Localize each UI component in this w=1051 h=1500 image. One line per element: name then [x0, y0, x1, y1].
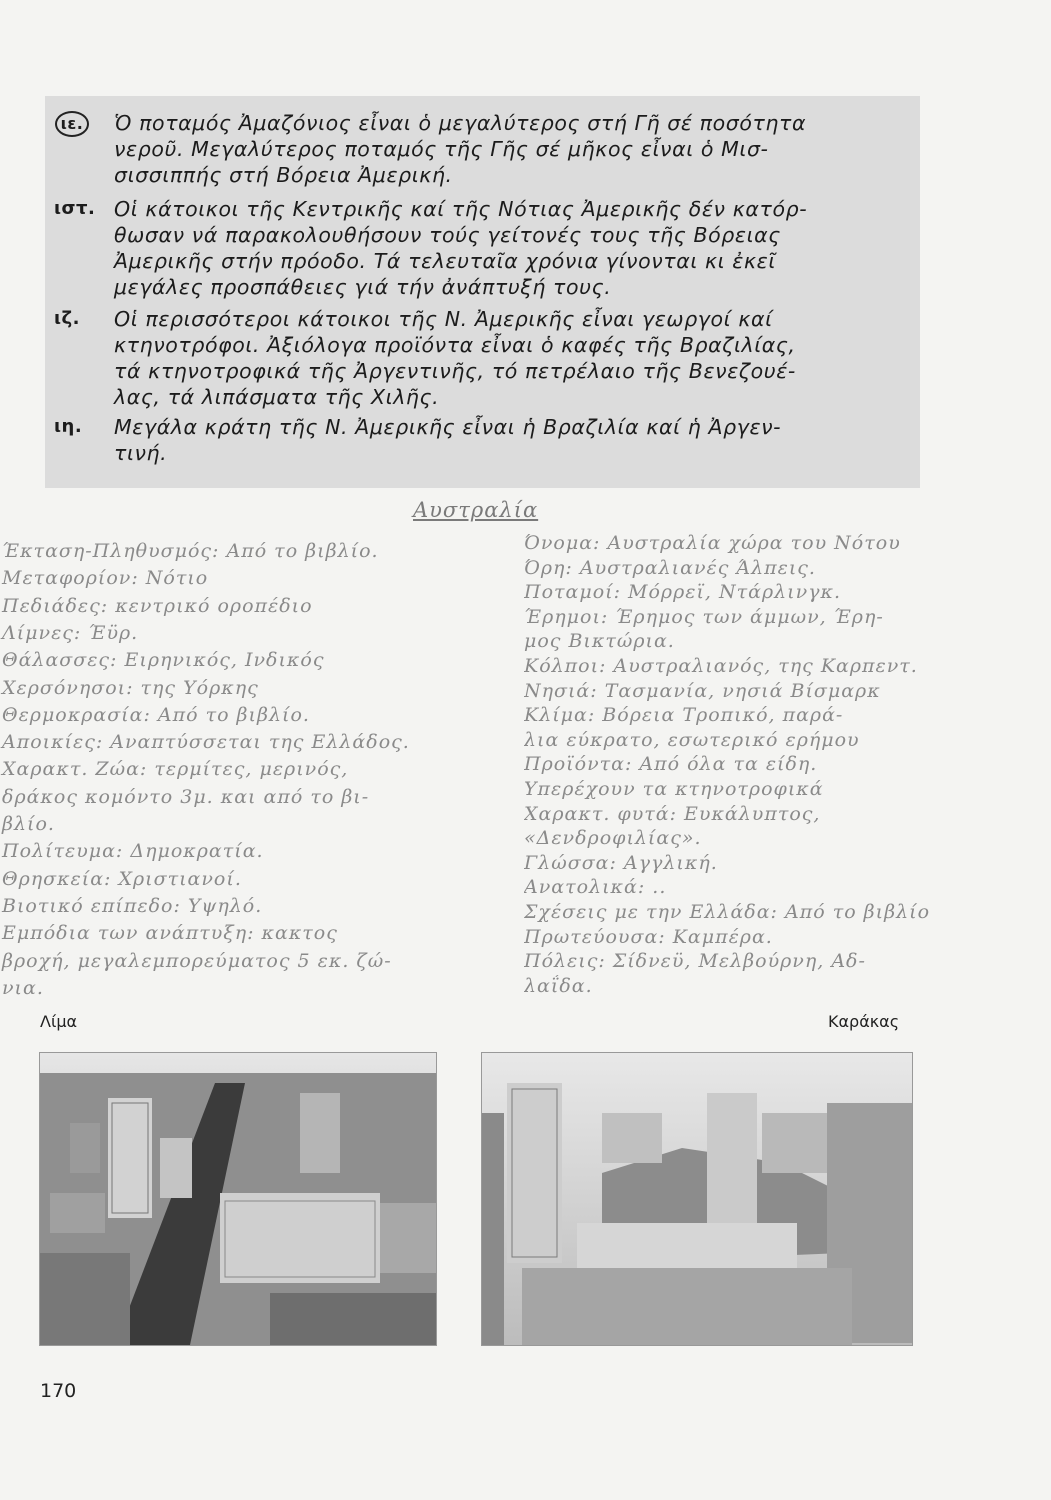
handwritten-line: Κόλποι: Αυστραλιανός, της Καρπεντ. — [524, 655, 918, 677]
paragraph-number: ιη. — [54, 416, 83, 437]
paragraph-number: ιζ. — [54, 308, 80, 329]
handwritten-line: Μεταφορίον: Νότιο — [2, 567, 209, 590]
handwritten-line: Ανατολικά: .. — [524, 876, 667, 899]
handwritten-line: δράκος κομόντο 3μ. και από το βι- — [2, 785, 370, 808]
handwritten-line: Αποικίες: Αναπτύσσεται της Ελλάδος. — [2, 731, 410, 754]
paragraph-number: ιε. — [55, 111, 89, 137]
handwritten-line: βροχή, μεγαλεμπορεύματος 5 εκ. ζώ- — [2, 949, 392, 972]
caption-lima: Λίμα — [40, 1012, 78, 1031]
handwritten-line: Θάλασσες: Ειρηνικός, Ινδικός — [2, 649, 325, 672]
paragraph-15 — [60, 110, 881, 188]
handwritten-line: λια εύκρατο, εσωτερικό ερήμου — [524, 728, 860, 751]
handwritten-line: λαΐδα. — [524, 974, 593, 997]
handwritten-line: Έρημοι: Έρημος των άμμων, Έρη- — [524, 605, 884, 628]
handwritten-line: Υπερέχουν τα κτηνοτροφικά — [524, 778, 824, 800]
handwritten-line: Χαρακτ. Ζώα: τερμίτες, μερινός, — [2, 758, 349, 781]
handwritten-line: Πόλεις: Σίδνεϋ, Μελβούρνη, Αδ- — [524, 950, 866, 973]
paragraph-17 — [54, 306, 881, 410]
handwritten-line: Πολίτευμα: Δημοκρατία. — [2, 840, 264, 863]
handwritten-line: Όνομα: Αυστραλία χώρα του Νότου — [524, 532, 901, 554]
handwritten-line: Νησιά: Τασμανία, νησιά Βίσμαρκ — [524, 679, 881, 702]
handwritten-line: Ποταμοί: Μόρρεϊ, Ντάρλινγκ. — [524, 581, 842, 604]
handwritten-line: Θερμοκρασία: Από το βιβλίο. — [2, 703, 310, 726]
paragraph-16 — [54, 196, 881, 300]
page-number: 170 — [40, 1380, 77, 1402]
handwritten-line: μος Βικτώρια. — [524, 630, 675, 653]
handwritten-line: Όρη: Αυστραλιανές Άλπεις. — [524, 556, 816, 579]
handwritten-line: Πρωτεύουσα: Καμπέρα. — [524, 925, 773, 948]
handwritten-line: Έκταση-Πληθυσμός: Από το βιβλίο. — [2, 540, 379, 562]
paragraph-text: Ὁ ποταμός Ἀμαζόνιος εἶναι ὁ μεγαλύτερος στή Γῆ σέ ποσότητα νεροῦ. Μεγαλύτερος ποταμός τῆς Γῆς σέ μῆκος εἶναι ὁ Μισ- σισσιππής στή Βόρεια Ἀμερική. — [114, 111, 807, 187]
handwritten-line: Πεδιάδες: κεντρικό οροπέδιο — [2, 594, 313, 617]
paragraph-text: Μεγάλα κράτη τῆς Ν. Ἀμερικῆς εἶναι ἡ Βραζιλία καί ἡ Ἀργεν- τινή. — [114, 415, 782, 465]
handwritten-line: Σχέσεις με την Ελλάδα: Από το βιβλίο — [524, 901, 931, 923]
handwritten-line: «Δενδροφιλίας». — [524, 827, 702, 850]
handwritten-line: Χαρακτ. φυτά: Ευκάλυπτος, — [524, 802, 821, 825]
paragraph-18 — [54, 414, 881, 466]
caption-caracas: Καράκας — [828, 1012, 900, 1031]
handwritten-line: Εμπόδια των ανάπτυξη: κακτος — [2, 922, 338, 945]
handwritten-line: Λίμνες: Έϋρ. — [2, 621, 139, 644]
handwritten-line: νια. — [2, 976, 44, 999]
paragraph-text: Οἱ κάτοικοι τῆς Κεντρικῆς καί τῆς Νότιας Ἀμερικῆς δέν κατόρ- θωσαν νά παρακολουθήσουν τούς γείτονές τους τῆς Βόρειας Ἀμερικῆς στήν πρόοδο. Τά τελευταῖα χρόνια γίνονται κι ἐκεῖ μεγάλες προσπάθειες γιά τήν ἀνάπτυξή τους. — [114, 197, 808, 299]
handwritten-line: Κλίμα: Βόρεια Τροπικό, παρά- — [524, 704, 844, 727]
handwritten-line: Γλώσσα: Αγγλική. — [524, 851, 718, 874]
photo-caracas — [481, 1052, 913, 1346]
handwritten-line: Χερσόνησοι: της Υόρκης — [2, 676, 259, 699]
paragraph-number: ιστ. — [54, 198, 96, 219]
handwritten-title: Αυστραλία — [413, 498, 539, 522]
handwritten-line: Θρησκεία: Χριστιανοί. — [2, 867, 242, 890]
handwritten-line: βλίο. — [2, 813, 55, 835]
city-photo-caracas — [482, 1053, 912, 1345]
handwritten-line: Βιοτικό επίπεδο: Υψηλό. — [2, 894, 263, 917]
city-photo-lima — [40, 1053, 436, 1345]
photo-lima — [39, 1052, 437, 1346]
handwritten-line: Προϊόντα: Από όλα τα είδη. — [524, 753, 818, 776]
paragraph-text: Οἱ περισσότεροι κάτοικοι τῆς Ν. Ἀμερικῆς εἶναι γεωργοί καί κτηνοτρόφοι. Ἀξιόλογα προϊόντα εἶναι ὁ καφές τῆς Βραζιλίας, τά κτηνοτροφικά τῆς Ἀργεντινῆς, τό πετρέλαιο τῆς Βενεζουέ- λας, τά λιπάσματα τῆς Χιλῆς. — [114, 307, 796, 409]
